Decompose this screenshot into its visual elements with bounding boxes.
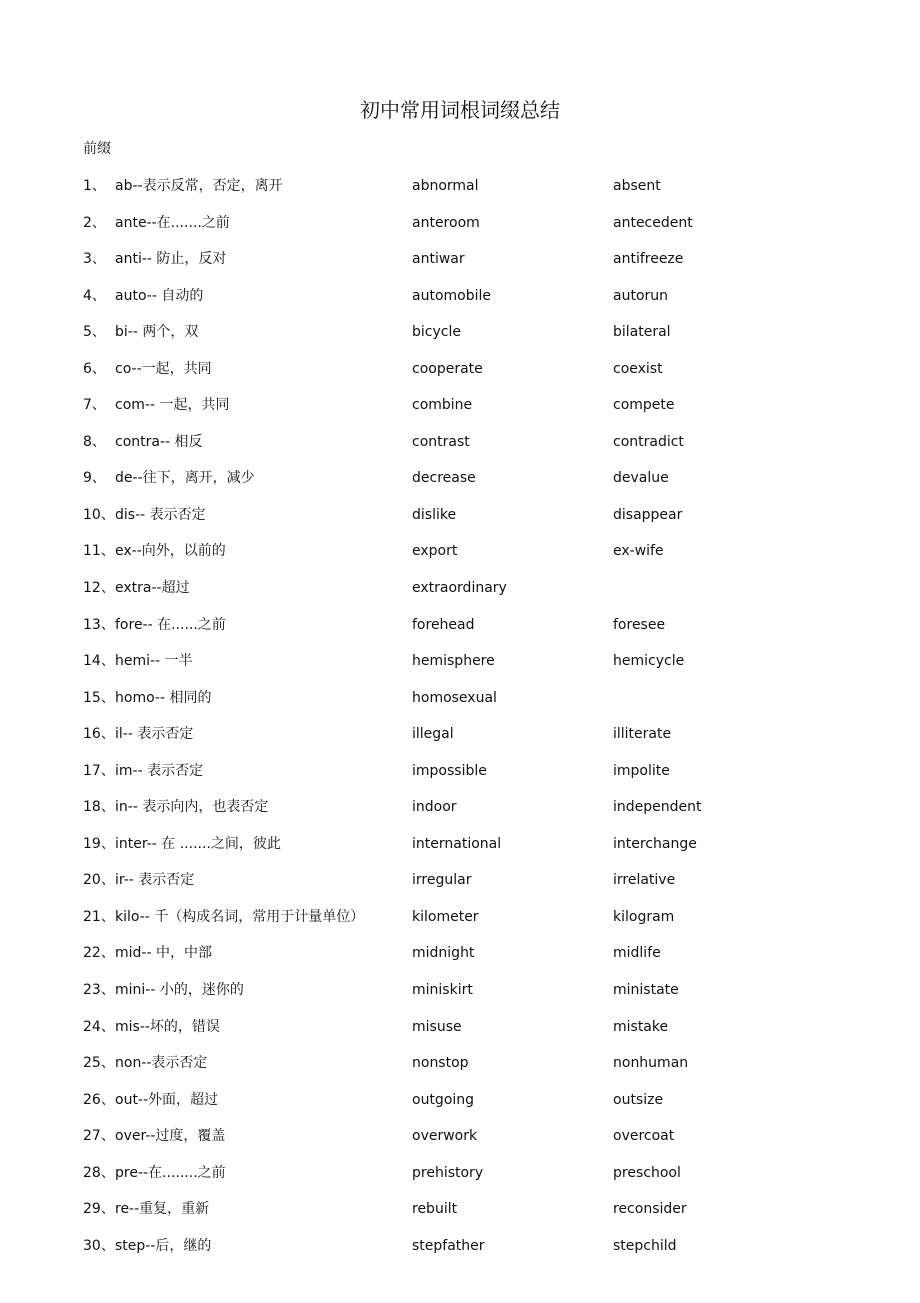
list-item (0, 391, 920, 428)
item-number: 9、 (83, 470, 106, 487)
item-number: 20、 (83, 872, 115, 889)
item-number: 28、 (83, 1164, 115, 1181)
prefix-definition: re--重复，重新 (115, 1201, 210, 1218)
item-number: 22、 (83, 945, 115, 962)
item-number: 15、 (83, 689, 115, 706)
prefix-definition: mini-- 小的，迷你的 (115, 982, 244, 999)
example-word-2: overcoat (613, 1128, 675, 1145)
example-word-2: preschool (613, 1164, 681, 1181)
prefix-list (0, 172, 920, 1268)
list-item (0, 976, 920, 1013)
example-word-2: coexist (613, 360, 663, 377)
example-word-1: extraordinary (412, 580, 507, 597)
example-word-2: kilogram (613, 908, 675, 925)
list-item (0, 245, 920, 282)
example-word-1: misuse (412, 1018, 462, 1035)
example-word-2: outsize (613, 1091, 664, 1108)
example-word-1: combine (412, 397, 473, 414)
example-word-1: kilometer (412, 908, 479, 925)
list-item (0, 428, 920, 465)
example-word-1: miniskirt (412, 982, 473, 999)
item-number: 5、 (83, 324, 106, 341)
example-word-1: export (412, 543, 458, 560)
prefix-definition: bi-- 两个，双 (115, 324, 199, 341)
list-item (0, 647, 920, 684)
prefix-definition: fore-- 在......之前 (115, 616, 226, 633)
list-item (0, 830, 920, 867)
item-number: 17、 (83, 762, 115, 779)
prefix-definition: extra--超过 (115, 580, 190, 597)
example-word-1: bicycle (412, 324, 461, 341)
prefix-definition: co--一起，共同 (115, 360, 212, 377)
example-word-2: reconsider (613, 1201, 687, 1218)
prefix-definition: contra-- 相反 (115, 433, 203, 450)
list-item (0, 1232, 920, 1269)
example-word-1: rebuilt (412, 1201, 458, 1218)
list-item (0, 172, 920, 209)
prefix-definition: il-- 表示否定 (115, 726, 194, 743)
item-number: 18、 (83, 799, 115, 816)
example-word-1: indoor (412, 799, 457, 816)
example-word-1: anteroom (412, 214, 480, 231)
prefix-definition: pre--在........之前 (115, 1164, 226, 1181)
example-word-2: hemicycle (613, 653, 685, 670)
example-word-1: overwork (412, 1128, 478, 1145)
item-number: 1、 (83, 178, 106, 194)
example-word-1: contrast (412, 433, 470, 450)
item-number: 12、 (83, 580, 115, 597)
item-number: 8、 (83, 433, 106, 450)
item-number: 24、 (83, 1018, 115, 1035)
prefix-definition: ab--表示反常，否定，离开 (115, 178, 283, 194)
list-item (0, 355, 920, 392)
item-number: 27、 (83, 1128, 115, 1145)
item-number: 13、 (83, 616, 115, 633)
list-item (0, 464, 920, 501)
list-item (0, 1195, 920, 1232)
item-number: 21、 (83, 908, 115, 925)
example-word-2: contradict (613, 433, 684, 450)
example-word-2: ministate (613, 982, 679, 999)
example-word-1: stepfather (412, 1237, 485, 1254)
prefix-definition: mis--坏的，错误 (115, 1018, 220, 1035)
page-title: 初中常用词根词缀总结 (360, 98, 560, 122)
list-item (0, 1049, 920, 1086)
item-number: 11、 (83, 543, 115, 560)
item-number: 14、 (83, 653, 115, 670)
example-word-2: nonhuman (613, 1055, 689, 1072)
example-word-1: cooperate (412, 360, 483, 377)
example-word-1: hemisphere (412, 653, 495, 670)
example-word-2: compete (613, 397, 675, 414)
prefix-definition: over--过度，覆盖 (115, 1128, 226, 1145)
list-item (0, 1122, 920, 1159)
section-heading: 前缀 (83, 141, 111, 157)
example-word-2: foresee (613, 616, 666, 633)
item-number: 6、 (83, 360, 106, 377)
example-word-1: dislike (412, 506, 457, 523)
list-item (0, 757, 920, 794)
list-item (0, 501, 920, 538)
list-item (0, 1086, 920, 1123)
example-word-1: antiwar (412, 251, 465, 268)
list-item (0, 318, 920, 355)
list-item (0, 209, 920, 246)
example-word-2: impolite (613, 762, 670, 779)
prefix-definition: out--外面，超过 (115, 1091, 219, 1108)
prefix-definition: inter-- 在 .......之间，彼此 (115, 835, 281, 852)
example-word-1: midnight (412, 945, 475, 962)
example-word-1: abnormal (412, 178, 479, 194)
prefix-definition: ante--在.......之前 (115, 214, 230, 231)
item-number: 26、 (83, 1091, 115, 1108)
example-word-2: antecedent (613, 214, 693, 231)
prefix-definition: dis-- 表示否定 (115, 506, 206, 523)
prefix-definition: anti-- 防止，反对 (115, 251, 227, 268)
list-item (0, 866, 920, 903)
list-item (0, 684, 920, 721)
example-word-2: antifreeze (613, 251, 684, 268)
example-word-1: homosexual (412, 689, 497, 706)
example-word-1: impossible (412, 762, 487, 779)
item-number: 30、 (83, 1237, 115, 1254)
example-word-1: outgoing (412, 1091, 475, 1108)
example-word-1: irregular (412, 872, 472, 889)
item-number: 7、 (83, 397, 106, 414)
prefix-definition: ir-- 表示否定 (115, 872, 195, 889)
item-number: 2、 (83, 214, 106, 231)
example-word-2: autorun (613, 287, 669, 304)
example-word-2: ex-wife (613, 543, 664, 560)
list-item (0, 282, 920, 319)
example-word-1: illegal (412, 726, 454, 743)
prefix-definition: com-- 一起，共同 (115, 397, 230, 414)
item-number: 19、 (83, 835, 115, 852)
list-item (0, 793, 920, 830)
list-item (0, 611, 920, 648)
example-word-2: disappear (613, 506, 683, 523)
example-word-1: forehead (412, 616, 475, 633)
item-number: 3、 (83, 251, 106, 268)
example-word-2: illiterate (613, 726, 672, 743)
item-number: 23、 (83, 982, 115, 999)
prefix-definition: in-- 表示向内，也表否定 (115, 799, 269, 816)
item-number: 16、 (83, 726, 115, 743)
example-word-2: absent (613, 178, 661, 194)
list-item (0, 574, 920, 611)
list-item (0, 537, 920, 574)
prefix-definition: step--后，继的 (115, 1237, 212, 1254)
example-word-2: irrelative (613, 872, 676, 889)
prefix-definition: ex--向外，以前的 (115, 543, 226, 560)
example-word-2: interchange (613, 835, 697, 852)
example-word-2: mistake (613, 1018, 669, 1035)
list-item (0, 1159, 920, 1196)
example-word-1: automobile (412, 287, 491, 304)
item-number: 10、 (83, 506, 115, 523)
prefix-definition: homo-- 相同的 (115, 689, 212, 706)
prefix-definition: non--表示否定 (115, 1055, 208, 1072)
prefix-definition: kilo-- 千（构成名词，常用于计量单位） (115, 908, 365, 925)
prefix-definition: auto-- 自动的 (115, 287, 204, 304)
item-number: 4、 (83, 287, 106, 304)
example-word-2: independent (613, 799, 702, 816)
example-word-2: stepchild (613, 1237, 677, 1254)
prefix-definition: hemi-- 一半 (115, 653, 193, 670)
example-word-1: decrease (412, 470, 476, 487)
item-number: 29、 (83, 1201, 115, 1218)
example-word-2: devalue (613, 470, 669, 487)
prefix-definition: de--往下，离开，减少 (115, 470, 255, 487)
example-word-1: nonstop (412, 1055, 469, 1072)
list-item (0, 1013, 920, 1050)
example-word-1: prehistory (412, 1164, 484, 1181)
example-word-1: international (412, 835, 502, 852)
prefix-definition: mid-- 中，中部 (115, 945, 212, 962)
example-word-2: midlife (613, 945, 661, 962)
list-item (0, 903, 920, 940)
prefix-definition: im-- 表示否定 (115, 762, 204, 779)
example-word-2: bilateral (613, 324, 671, 341)
list-item (0, 720, 920, 757)
list-item (0, 939, 920, 976)
item-number: 25、 (83, 1055, 115, 1072)
